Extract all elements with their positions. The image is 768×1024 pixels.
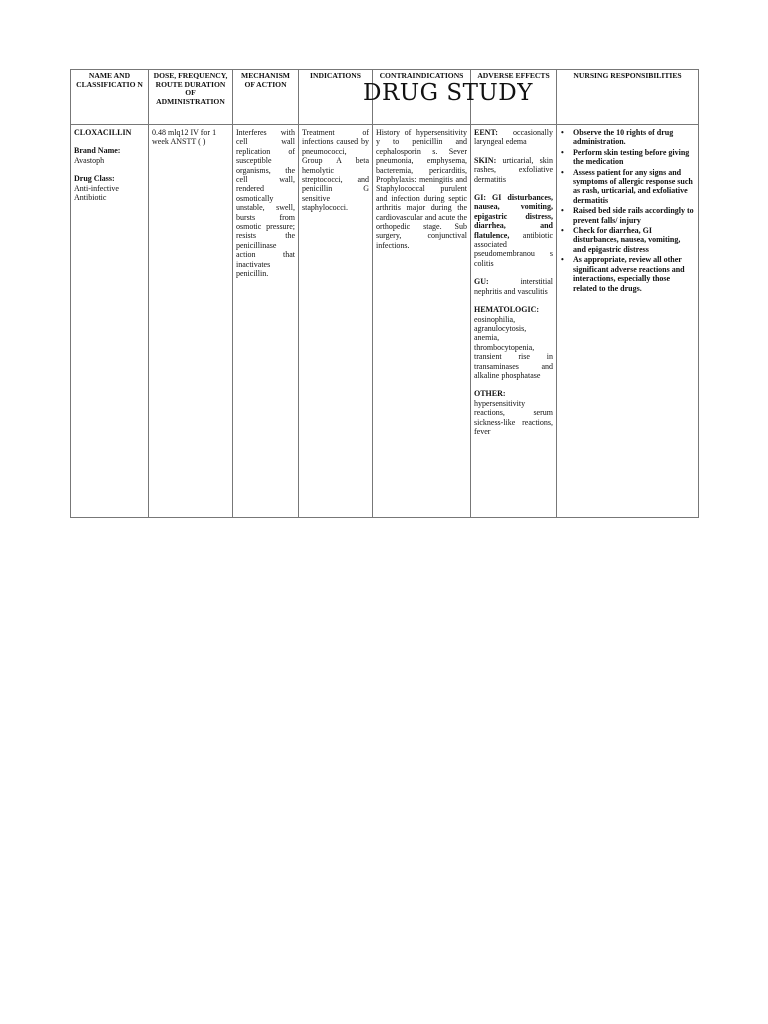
gi-label: GI: [474, 193, 486, 203]
header-dose: DOSE, FREQUENCY, ROUTE DURATION OF ADMINISTRATION [149, 70, 233, 125]
header-mechanism: MECHANISM OF ACTION [233, 70, 299, 125]
header-row [71, 70, 699, 125]
other-label: OTHER: [474, 389, 506, 399]
nursing-item: • Observe the 10 rights of drug administration. [573, 128, 695, 147]
document-title: DRUG STUDY [363, 80, 533, 106]
skin-label: SKIN: [474, 155, 497, 165]
adverse-gu [474, 277, 553, 296]
nursing-item: • Check for diarrhea, GI disturbances, nausea, vomiting, and epigastric distress [573, 226, 695, 254]
gi-text-bold: GI disturbances, nausea, vomiting, epigastric distress, diarrhea, and flatulence, [474, 193, 553, 240]
hema-text: eosinophilia, agranulocytosis, anemia, thrombocytopenia, transient rise in transaminases and alkaline phosphatase [474, 314, 553, 380]
mechanism-text: Interferes with cell wall replication of susceptible organisms, the cell wall, rendered osmotically unstable, swell, bursts from osmotic pressure; resists the penicillinase action that inactivates penicillin. [236, 128, 295, 279]
drug-name: CLOXACILLIN [74, 128, 132, 137]
nursing-item: • Assess patient for any signs and symptoms of allergic response such as rash, urticarial, and exfoliative dermatitis [573, 168, 695, 206]
cell-name-classification [71, 125, 149, 518]
cell-indications [299, 125, 373, 518]
adverse-hematologic [474, 305, 553, 380]
nursing-item: • As appropriate, review all other significant adverse reactions and interactions, especially those related to the drugs. [573, 255, 695, 293]
gu-label: GU: [474, 277, 489, 287]
dose-text: 0.48 mlq12 IV for 1 week ANSTT ( ) [152, 128, 217, 147]
class-line-1: Anti-infective [74, 183, 119, 193]
header-indications [299, 70, 373, 125]
indications-text: Treatment of infections caused by pneumococci, Group A beta hemolytic streptococci, and penicillin G sensitive staphylococci. [302, 128, 369, 213]
nursing-list [560, 128, 695, 293]
adverse-skin [474, 156, 553, 184]
gu-text: interstitial nephritis and vasculitis [474, 277, 553, 296]
header-adverse-effects: ADVERSE EFFECTS [471, 70, 557, 125]
skin-text: urticarial, skin rashes, exfoliative dermatitis [474, 155, 553, 184]
adverse-eent [474, 128, 553, 147]
brand-label: Brand Name: [74, 146, 121, 156]
header-indications-label: INDICATIONS [310, 71, 361, 80]
class-label: Drug Class: [74, 174, 115, 184]
adverse-gi [474, 193, 553, 268]
class-line-2: Antibiotic [74, 193, 107, 203]
cell-adverse-effects [471, 125, 557, 518]
other-text: hypersensitivity reactions, serum sickness-like reactions, fever [474, 398, 553, 436]
header-nursing-responsibilities: NURSING RESPONSIBILITIES [557, 70, 699, 125]
nursing-item: • Perform skin testing before giving the medication [573, 148, 695, 167]
adverse-other [474, 389, 553, 436]
drug-row [71, 125, 699, 518]
header-name-classification: NAME AND CLASSIFICATIO N [71, 70, 149, 125]
hema-label: HEMATOLOGIC: [474, 305, 540, 315]
drug-study-table [70, 69, 699, 518]
eent-text: occasionally laryngeal edema [474, 128, 553, 147]
cell-mechanism [233, 125, 299, 518]
cell-nursing [557, 125, 699, 518]
gi-text: antibiotic associated pseudomembranou s colitis [474, 230, 553, 268]
cell-contraindications [373, 125, 471, 518]
nursing-item: • Raised bed side rails accordingly to prevent falls/ injury [573, 206, 695, 225]
brand-name: Avastoph [74, 155, 105, 165]
header-contraindications-label: CONTRAINDICATIONS [379, 71, 464, 80]
cell-dose [149, 125, 233, 518]
eent-label: EENT: [474, 128, 498, 137]
contraindications-text: History of hypersensitivity y to penicillin and cephalosporin s. Sever pneumonia, emphysema, bacteremia, pericarditis, Prophylaxis: meningitis and Staphylococcal purulent and infection during septic arthritis major during the cardiovascular and acute the orthopedic stage. Sub surgery, conjunctival infections. [376, 128, 467, 250]
